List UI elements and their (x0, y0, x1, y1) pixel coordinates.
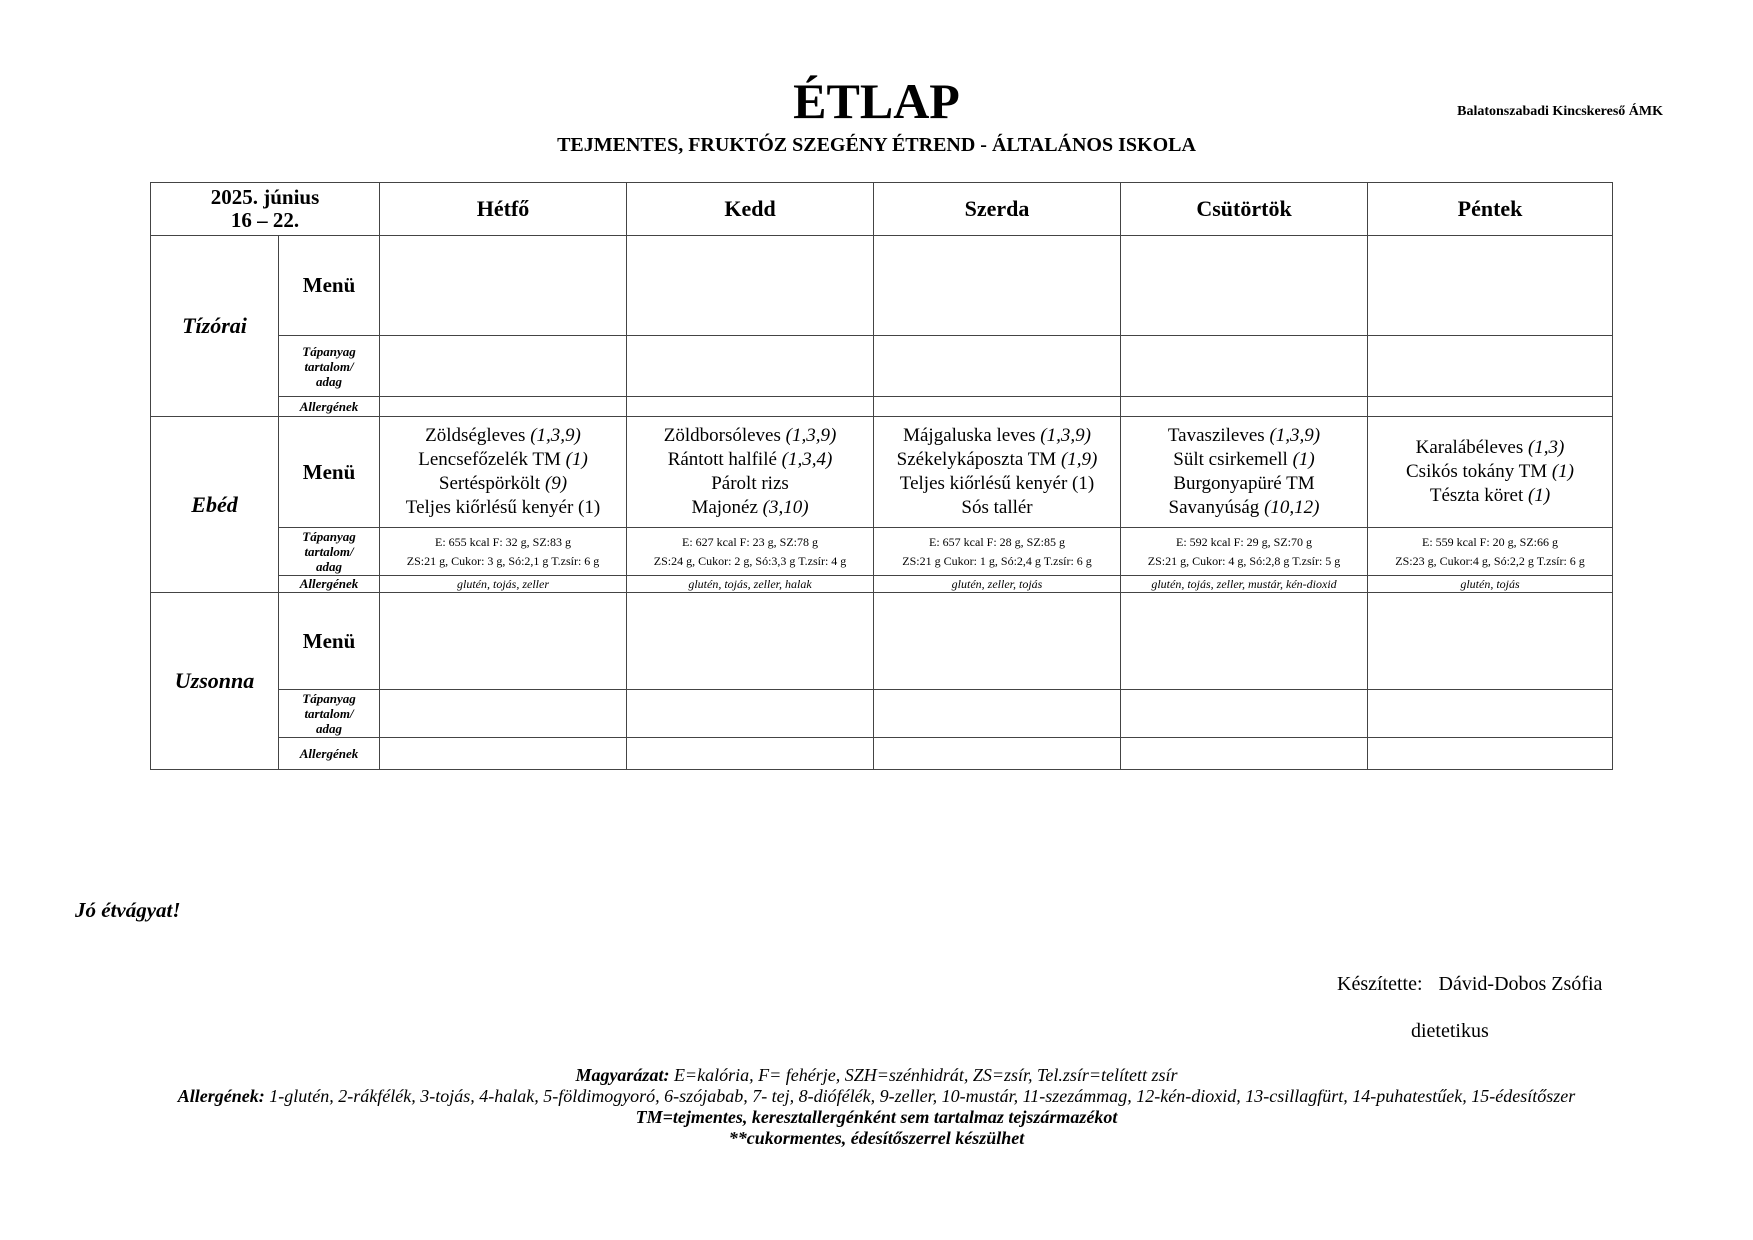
ebed-menu-row (151, 417, 1613, 528)
nutrition-line: E: 627 kcal F: 23 g, SZ:78 g (682, 534, 819, 549)
row-label-nutrition (279, 690, 380, 738)
empty-cell (627, 336, 874, 397)
dish-name: Csikós tokány TM (1406, 461, 1548, 482)
dish-name: Lencsefőzelék TM (418, 449, 561, 470)
dish-line (1121, 448, 1367, 472)
uzsonna-menu-row (151, 593, 1613, 690)
dish-allergens: (3,10) (762, 497, 809, 518)
menu-table (150, 182, 1613, 770)
empty-cell (874, 738, 1121, 770)
dish-line (380, 424, 626, 448)
empty-cell (1368, 738, 1613, 770)
row-label-allergens: Allergének (279, 738, 380, 770)
lunch-allergens-thursday: glutén, tojás, zeller, mustár, kén-dioxid (1121, 576, 1368, 593)
dish-line (1121, 424, 1367, 448)
dish-allergens: (1,3,4) (781, 449, 833, 470)
empty-cell (627, 690, 874, 738)
dish-allergens: (1,3,9) (1269, 425, 1321, 446)
lunch-nutrition-thursday (1121, 528, 1368, 576)
allergen-legend-label: Allergének: (177, 1086, 265, 1106)
empty-cell (627, 236, 874, 336)
allergen-legend-line (100, 1086, 1653, 1107)
day-header-wednesday: Szerda (874, 183, 1121, 236)
tm-note-text: TM=tejmentes, keresztallergénként sem tartalmaz tejszármazékot (635, 1107, 1118, 1127)
dish-line (1368, 484, 1612, 508)
empty-cell (874, 336, 1121, 397)
dish-line (1368, 436, 1612, 460)
lunch-nutrition-wednesday (874, 528, 1121, 576)
nutrition-label-line: Tápanyag (302, 691, 356, 706)
legend-block (100, 1065, 1653, 1149)
dish-line (627, 472, 873, 496)
empty-cell (627, 738, 874, 770)
dish-line (1121, 496, 1367, 520)
empty-cell (380, 397, 627, 417)
empty-cell (380, 336, 627, 397)
empty-cell (874, 690, 1121, 738)
nutrition-line: E: 655 kcal F: 32 g, SZ:83 g (435, 534, 572, 549)
empty-cell (1121, 593, 1368, 690)
empty-cell (1121, 236, 1368, 336)
lunch-menu-monday (380, 417, 627, 528)
dish-name: Májgaluska leves (903, 425, 1036, 446)
week-month: 2025. június (210, 185, 320, 209)
dish-name: Rántott halfilé (667, 449, 777, 470)
dish-line (627, 424, 873, 448)
nutrition-label-line: Tápanyag (302, 529, 356, 544)
page-subtitle: TEJMENTES, FRUKTÓZ SZEGÉNY ÉTREND - ÁLTALÁNOS ISKOLA (557, 134, 1196, 156)
empty-cell (380, 738, 627, 770)
greeting: Jó étvágyat! (75, 898, 181, 922)
dish-name: Teljes kiőrlésű kenyér (1) (899, 473, 1095, 494)
author-name: Dávid-Dobos Zsófia (1438, 973, 1603, 995)
nutrition-line: ZS:23 g, Cukor:4 g, Só:2,2 g T.zsír: 6 g (1395, 553, 1585, 568)
empty-cell (1121, 690, 1368, 738)
dish-allergens: (10,12) (1264, 497, 1320, 518)
day-header-friday: Péntek (1368, 183, 1613, 236)
dish-line (627, 448, 873, 472)
dish-line (380, 448, 626, 472)
dish-line (627, 496, 873, 520)
meal-label-uzsonna: Uzsonna (151, 593, 279, 770)
row-label-nutrition (279, 336, 380, 397)
meal-label-ebed: Ebéd (151, 417, 279, 593)
row-label-menu: Menü (279, 417, 380, 528)
dish-line (874, 496, 1120, 520)
lunch-nutrition-monday (380, 528, 627, 576)
dish-allergens: (1) (1551, 461, 1575, 482)
institution-name: Balatonszabadi Kincskereső ÁMK (1457, 104, 1663, 119)
nutrition-line: E: 657 kcal F: 28 g, SZ:85 g (929, 534, 1066, 549)
dish-allergens: (9) (544, 473, 568, 494)
meal-label-tizorai: Tízórai (151, 236, 279, 417)
empty-cell (1121, 738, 1368, 770)
empty-cell (1368, 397, 1613, 417)
row-label-allergens: Allergének (279, 397, 380, 417)
empty-cell (1368, 593, 1613, 690)
lunch-allergens-tuesday: glutén, tojás, zeller, halak (627, 576, 874, 593)
empty-cell (1121, 336, 1368, 397)
dish-name: Párolt rizs (711, 473, 789, 494)
legend-line (100, 1065, 1653, 1086)
dish-allergens: (1,3) (1527, 437, 1565, 458)
dish-name: Majonéz (691, 497, 758, 518)
ebed-nutrition-row (151, 528, 1613, 576)
nutrition-label-line: adag (316, 721, 342, 736)
nutrition-label-line: Tápanyag (302, 343, 356, 359)
dish-name: Burgonyapüré TM (1173, 473, 1315, 494)
author-label: Készítette: (1337, 973, 1423, 995)
empty-cell (627, 593, 874, 690)
lunch-allergens-wednesday: glutén, zeller, tojás (874, 576, 1121, 593)
week-date-cell (151, 183, 380, 236)
empty-cell (1368, 236, 1613, 336)
nutrition-line: E: 559 kcal F: 20 g, SZ:66 g (1422, 534, 1559, 549)
dish-line (380, 472, 626, 496)
dish-allergens: (1,3,9) (785, 425, 837, 446)
lunch-menu-wednesday (874, 417, 1121, 528)
nutrition-label-line: adag (316, 373, 342, 389)
tizorai-allergen-row (151, 397, 1613, 417)
legend-label: Magyarázat: (575, 1065, 670, 1085)
tizorai-nutrition-row (151, 336, 1613, 397)
nutrition-line: ZS:24 g, Cukor: 2 g, Só:3,3 g T.zsír: 4 g (653, 553, 847, 568)
empty-cell (1121, 397, 1368, 417)
dish-line (380, 496, 626, 520)
dish-line (874, 424, 1120, 448)
empty-cell (874, 236, 1121, 336)
dish-name: Székelykáposzta TM (896, 449, 1057, 470)
day-header-thursday: Csütörtök (1121, 183, 1368, 236)
lunch-menu-friday (1368, 417, 1613, 528)
author-role: dietetikus (1411, 1020, 1489, 1042)
dish-name: Teljes kiőrlésű kenyér (1) (405, 497, 601, 518)
nutrition-line: ZS:21 g, Cukor: 4 g, Só:2,8 g T.zsír: 5 g (1147, 553, 1341, 568)
dish-name: Karalábéleves (1415, 437, 1524, 458)
empty-cell (874, 397, 1121, 417)
dish-line (1121, 472, 1367, 496)
dish-allergens: (1) (565, 449, 588, 470)
dish-name: Savanyúság (1168, 497, 1260, 518)
tizorai-menu-row (151, 236, 1613, 336)
uzsonna-allergen-row (151, 738, 1613, 770)
nutrition-line: ZS:21 g, Cukor: 3 g, Só:2,1 g T.zsír: 6 g (406, 553, 600, 568)
dish-allergens: (1) (1528, 485, 1551, 506)
dish-name: Zöldborsóleves (663, 425, 781, 446)
empty-cell (1368, 336, 1613, 397)
tm-note (100, 1107, 1653, 1128)
uzsonna-nutrition-row (151, 690, 1613, 738)
empty-cell (1368, 690, 1613, 738)
dish-name: Tavaszileves (1167, 425, 1265, 446)
dish-name: Sült csirkemell (1173, 449, 1288, 470)
nutrition-line: E: 592 kcal F: 29 g, SZ:70 g (1176, 534, 1313, 549)
page-title: ÉTLAP (793, 73, 960, 129)
ebed-allergen-row (151, 576, 1613, 593)
lunch-menu-thursday (1121, 417, 1368, 528)
empty-cell (627, 397, 874, 417)
nutrition-label-line: adag (316, 559, 342, 574)
nutrition-line: ZS:21 g Cukor: 1 g, Só:2,4 g T.zsír: 6 g (902, 553, 1092, 568)
author-line (1337, 973, 1602, 996)
allergen-legend-text: 1-glutén, 2-rákfélék, 3-tojás, 4-halak, 5-földimogyoró, 6-szójabab, 7- tej, 8-diófélék, 9-zeller, 10-mustár, 11-szezámmag, 12-kén-dioxid, 13-csillagfürt, 14-puhatestűek, 15-édesítőszer (264, 1086, 1576, 1106)
lunch-allergens-friday: glutén, tojás (1368, 576, 1613, 593)
empty-cell (380, 593, 627, 690)
header-row (151, 183, 1613, 236)
dish-name: Tészta köret (1429, 485, 1524, 506)
lunch-nutrition-tuesday (627, 528, 874, 576)
sugar-note-text: **cukormentes, édesítőszerrel készülhet (728, 1128, 1025, 1148)
sugar-note (100, 1128, 1653, 1149)
dish-line (1368, 460, 1612, 484)
dish-line (874, 472, 1120, 496)
empty-cell (380, 690, 627, 738)
legend-text: E=kalória, F= fehérje, SZH=szénhidrát, ZS=zsír, Tel.zsír=telített zsír (669, 1065, 1178, 1085)
dish-line (874, 448, 1120, 472)
nutrition-label-line: tartalom/ (304, 706, 354, 721)
dish-name: Sós tallér (961, 497, 1033, 518)
empty-cell (874, 593, 1121, 690)
row-label-menu: Menü (279, 236, 380, 336)
dish-allergens: (1) (1292, 449, 1315, 470)
lunch-allergens-monday: glutén, tojás, zeller (380, 576, 627, 593)
day-header-monday: Hétfő (380, 183, 627, 236)
dish-allergens: (1,3,9) (1040, 425, 1091, 446)
dish-name: Sertéspörkölt (438, 473, 541, 494)
nutrition-label-line: tartalom/ (304, 544, 354, 559)
dish-name: Zöldségleves (425, 425, 526, 446)
dish-allergens: (1,9) (1060, 449, 1098, 470)
nutrition-label-line: tartalom/ (304, 358, 354, 374)
row-label-allergens: Allergének (279, 576, 380, 593)
row-label-menu: Menü (279, 593, 380, 690)
day-header-tuesday: Kedd (627, 183, 874, 236)
empty-cell (380, 236, 627, 336)
dish-allergens: (1,3,9) (530, 425, 581, 446)
lunch-nutrition-friday (1368, 528, 1613, 576)
row-label-nutrition (279, 528, 380, 576)
week-range: 16 – 22. (230, 208, 300, 232)
lunch-menu-tuesday (627, 417, 874, 528)
